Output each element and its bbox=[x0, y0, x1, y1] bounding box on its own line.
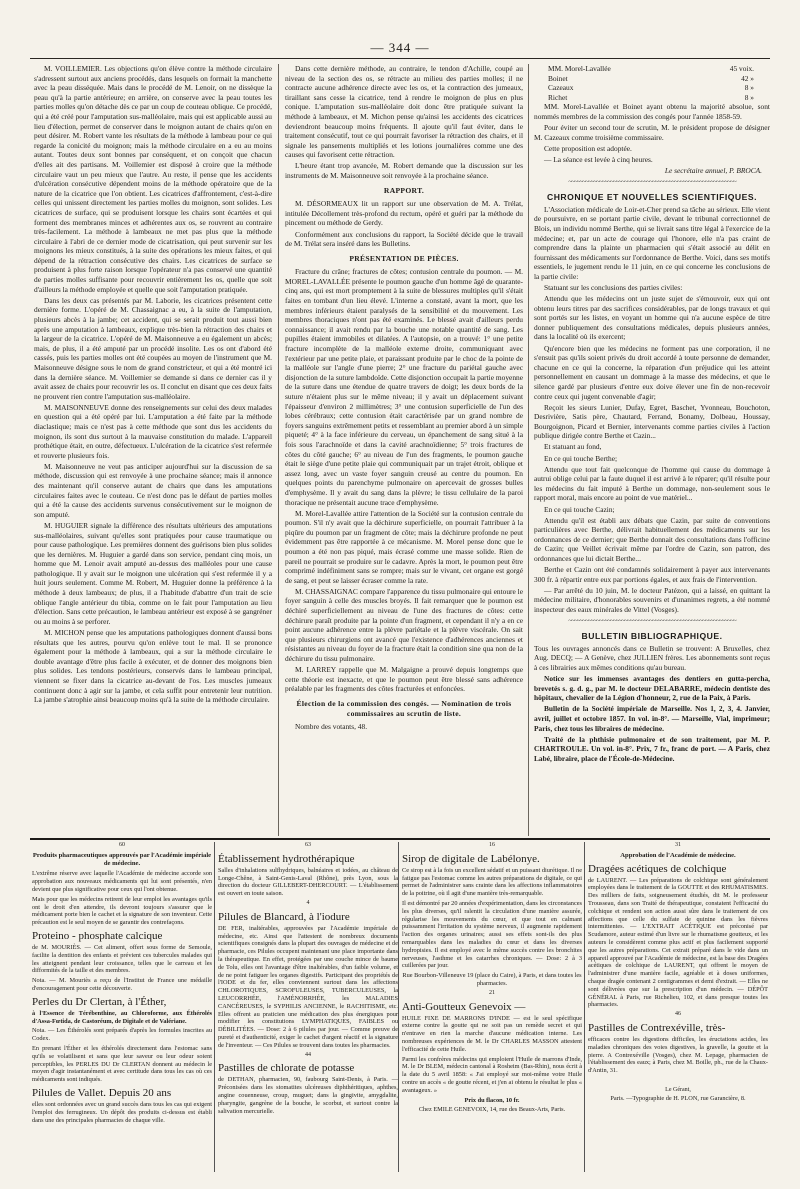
ads-rule bbox=[30, 838, 770, 840]
paragraph-chassaignac: M. CHASSAIGNAC compare l'apparence du tissu pulmonaire qui entoure le foyer sanguin à celle des muscles broyés. Il fait remarquer que le poumon est déchiré superficiellement au niveau de l'une des fractures de côtes: cette déchirure paraît produite par la pointe d'un fragment, et cependant il n'y a en ce point aucune adhérence entre la plèvre pariétale et la plèvre viscérale. On sait que plusieurs chirurgiens ont avancé que l'existence d'adhérences anciennes et résistantes au niveau du foyer de la fracture était la condition sine qua non de la déchirure du tissu pulmonaire. bbox=[285, 586, 523, 664]
ad-number: 44 bbox=[305, 1051, 311, 1058]
heading-presentation: PRÉSENTATION DE PIÈCES. bbox=[349, 253, 459, 263]
ad-subheading: Approbation de l'Académie de médecine. bbox=[620, 851, 736, 859]
chronique-paragraph: Attendu qu'il est établi aux débats que Cazin, par suite de conventions particulières avec Berthe, délivrait habituellement des médicaments sur les ordonnances de ce dernier; que Berthe donnait des consultations dans l'officine de Cazin; que Veillet écrivait même par l'ordre de Cazin, son patron, des ordonnances que lui dictait Berthe... bbox=[534, 515, 770, 563]
vote-row: MM. Morel-Lavallée 45 voix. bbox=[548, 64, 754, 73]
ad-text: de LAURENT. — Les préparations de colchique sont généralement employées dans le traitement de la GOUTTE et des RHUMATISMES. Des milliers de faits, soigneusement étudiés, dit M. le professeur Trousseau, dans son Traité de thérapeutique, constatent l'efficacité du colchique et rendent son action aussi sûre dans le traitement de ces affections que celle du sulfate de quinine dans les fièvres intermittentes. — L'EXTRAIT ACÉTIQUE est préconisé par Scudamore, auteur estimé d'un livre sur le rhumatisme goutteux, et les auteurs le considèrent comme plus actif et plus facilement supporté que les autres préparations. Cet extrait préparé dans le vide dans un appareil approuvé par l'Académie de médecine, est la base des Dragées acétiques de colchique de LAURENT, qui offrent le moyen de l'administrer d'une manière facile, agréable et à doses uniformes, chaque dragée contenant 2 centigrammes et demi d'extrait. — Elles ne sont délivrées que sur la prescription d'un médecin. — DÉPÔT GÉNÉRAL à Paris, rue Richelieu, 102, et dans presque toutes les pharmacies. bbox=[588, 876, 768, 1009]
ad-title-dethan: Pastilles de chlorate de potasse bbox=[218, 1062, 355, 1075]
ad-divider bbox=[214, 842, 215, 1172]
chronique-paragraph: Statuant sur les conclusions des parties civiles: bbox=[544, 282, 683, 292]
paragraph-morel: M. Morel-Lavallée attire l'attention de la Société sur la contusion centrale du poumon. S'il n'y avait que la déchirure superficielle, on pourrait l'attribuer à la piqûre du poumon par un fragment de côte; mais la déchirure profonde ne peut évidemment pas être rapportée à ce mécanisme. M. Morel pense donc que le poumon a été non pas piqué, mais écrasé comme une masse solide. Rien de pareil ne pourrait se produire sur le cadavre. Après la mort, le poumon peut être comprimé indéfiniment sans se rompre; mais sur le vivant, cet organe est gorgé de sang, et peut se laisser écraser comme la rate. bbox=[285, 508, 523, 585]
chronique-paragraph: En ce qui touche Cazin; bbox=[544, 504, 615, 514]
paragraph-huguier: M. HUGUIER signale la différence des résultats ultérieurs des amputations sus-malléolaires, suivant qu'elles sont pratiquées pour cause traumatique ou pour cause pathologique. Les premières donnent des guérisons bien plus solides que les dernières. M. Huguier a gardé dans son service, pendant cinq mois, un homme que M. Lenoir avait amputé au-dessus des malléoles pour une cause pathologique. Il y avait sur le moignon une ulcération qui s'est refermée il y a huit jours seulement. Comme M. Robert, M. Huguier donne la préférence à la méthode à deux lambeaux; de plus, il a l'habitude d'abattre d'un trait de scie oblique l'angle antérieur du tibia, comme on le fait pour l'amputation au lieu d'élection. Sans cette précaution, le lambeau antérieur est exposé à se gangréner ou au moins à se perforer. bbox=[34, 520, 272, 626]
ad-title-vallet: Pilules de Vallet. Depuis 20 ans bbox=[32, 1086, 172, 1099]
ornament-divider: ~~~~~~~~~~~~~~~~~~~~~~~~~~~~~~~~~~~~~~~~~~~~~~~~~~~~~~~~~~~~ bbox=[568, 177, 736, 186]
ad-number: 63 bbox=[305, 842, 311, 848]
ad-price: Prix du flacon, 10 fr. bbox=[464, 1096, 520, 1104]
heading-chronique: CHRONIQUE ET NOUVELLES SCIENTIFIQUES. bbox=[547, 192, 757, 203]
ad-text: Ce sirop est à la fois un excellent sédatif et un puissant diurétique. Il ne fatigue pas l'estomac comme les autres préparations de digitale, ce qui permet de l'administrer sans crainte dans les affections inflammatoires de la poitrine, où il agit d'une manière très-remarquable. bbox=[402, 866, 582, 898]
chronique-paragraph: Qu'encore bien que les médecins ne forment pas une corporation, il ne s'ensuit pas qu'ils soient privés du droit accordé à toute personne de demander, chacune en ce qui la concerne, la réparation d'un préjudice qui les atteint personnellement en causant un dommage à la masse des médecins, et que le silence gardé par plusieurs d'entre eux doive élever une fin de non-recevoir contre ceux qui jugent convenable d'agir; bbox=[534, 343, 770, 401]
column-divider bbox=[528, 64, 529, 836]
chronique-paragraph: En ce qui touche Berthe; bbox=[544, 453, 618, 463]
heading-election: Élection de la commission des congés. — Nomination de trois commissaires au scrutin de liste. bbox=[296, 698, 512, 718]
column-3 bbox=[534, 64, 770, 836]
paragraph-votants: Nombre des votants, 48. bbox=[295, 722, 368, 732]
bulletin-entry: Traité de la phthisie pulmonaire et de son traitement, par M. P. CHARTROULE. Un vol. in-8°. Prix, 7 fr., franc de port. — A Paris, chez Labé, libraire, place de l'École-de-Médecine. bbox=[534, 734, 770, 763]
heading-rapport: RAPPORT. bbox=[383, 185, 425, 195]
ad-number: 16 bbox=[489, 842, 495, 848]
ad-subheading: Produits pharmaceutiques approuvés par l'Académie impériale de médecine. bbox=[32, 851, 212, 867]
ad-column-1 bbox=[32, 842, 212, 1172]
ad-text: L'extrême réserve avec laquelle l'Académie de médecine accorde son approbation aux nouveaux médicaments qui lui sont présentés, n'en devient que plus significative pour ceux qui l'ont obtenue. bbox=[32, 870, 212, 893]
ornament-divider: ~~~~~~~~~~~~~~~~~~~~~~~~~~~~~~~~~~~~~~~~~~~~~~~~~~~~~~~~~~~~ bbox=[568, 616, 736, 625]
chronique-paragraph: Reçoit les sieurs Lunier, Dufay, Egret, Baschet, Yvonneau, Bouchoton, Desrivière, Satis père, Chautard, Ferrand, Bonamy, Dolbeau, Houssay, Bourgoignon, Picard et Bernier, intervenants comme parties civiles à l'action publique dirigée contre Berthe et Cazin... bbox=[534, 402, 770, 441]
paragraph-robert: L'heure étant trop avancée, M. Robert demande que la discussion sur les instruments de M. Maisonneuve soit renvoyée à la prochaine séance. bbox=[285, 161, 523, 181]
paragraph-voillemier: M. VOILLEMIER. Les objections qu'on élève contre la méthode circulaire s'adressent surtout aux anciens procédés, dans lesquels on formait la manchette avec la peau disséquée. Mais dans le procédé de M. Lenoir, on ne dissèque la peau qu'à la partie antérieure; en arrière, on conserve avec la peau toutes les parties molles qu'on détache dès ce par un coup de couteau oblique. Ce procédé, qui a été créé pour l'amputation sus-malléolaire, mais qui est applicable aussi au lieu d'élection, permet de conserver dans le moignon autant de chairs qu'on en peut désirer. M. Robert vante les résultats de la méthode à lambeau pour ce qui regarde la conicité du moignon; mais la méthode circulaire en a eu au moins autant. Toutes deux sont bonnes par conséquent, et on conçoit que chacun d'elles ait des partisans. M. Voillemier est disposé à croire que la méthode circulaire vaut un peu mieux que l'autre. Au reste, il pense que les accidents d'ulcération consécutive dépendent moins de la méthode opératoire que de la nature de la cicatrice que l'on obtient. Les cicatrices d'affrontement, c'est-à-dire celles qui unissent directement les parties molles du moignon, sont solides. Les cicatrices de surface, qui se produisent lorsque les chairs sont écartées et qui forment des membranes minces et adhérentes aux os, se rouvrent au contraire très-facilement. La méthode à lambeaux ne met pas plus que la méthode circulaire à l'abri de ce dernier mode de cicatrisation, qui peut survenir sur les moignons les mieux constitués, à la suite des opérations les mieux faites, et qui dépend de la rétraction consécutive des chairs. Les cicatrices de surface se produisent à plus forte raison lorsque l'opérateur n'a pas conservé une quantité de parties molles suffisante pour recouvrir entièrement les os, quelle que soit d'ailleurs la méthode employée et quelle que soit l'amputation pratiquée. bbox=[34, 64, 272, 294]
ad-text: efficaces contre les digestions difficiles, les éructations acides, les maladies chroniques des voies digestives, la gravelle, la goutte et la pierre. A Contrexéville (Vosges), chez M. Lepage, pharmacien de l'établissement des eaux; à Paris, chez M. Boille, ph., rue de la Chaux-d'Antin, 31. bbox=[588, 1035, 768, 1075]
imprint-line: Paris. —Typographie de H. PLON, rue Garancière, 8. bbox=[610, 1094, 746, 1102]
paragraph-adoptee: Cette proposition est adoptée. bbox=[544, 143, 632, 153]
paragraph-larrey: M. LARREY rappelle que M. Malgaigne a prouvé depuis longtemps que cette théorie est inexacte, et que le poumon peut être blessé sans adhérence préalable par les fragments des côtes fracturées et enfoncées. bbox=[285, 665, 523, 694]
chronique-paragraph: Attendu que tout fait quelconque de l'homme qui cause du dommage à autrui oblige celui par la faute duquel il est arrivé à le réparer; qu'il résulte pour les médecins du fait imputé à Berthe un dommage, non-seulement sous le rapport moral, mais encore au point de vue matériel... bbox=[534, 464, 770, 503]
ad-address: Rue Bourbon-Villeneuve 19 (place du Caire), à Paris, et dans toutes les pharmacies. bbox=[402, 972, 582, 987]
bulletin-intro: Tous les ouvrages annoncés dans ce Bulletin se trouvent: A Bruxelles, chez Aug. DECQ; — A Genève, chez JULLIEN frères. Les abonnements sont reçus à ces librairies aux mêmes conditions qu'au bureau. bbox=[534, 643, 770, 672]
paragraph-majorite: MM. Morel-Lavallée et Boinet ayant obtenu la majorité absolue, sont nommés membres de la commission des congés pour l'année 1858-59. bbox=[534, 102, 770, 121]
ad-number: 60 bbox=[119, 842, 125, 848]
ad-number: 31 bbox=[675, 842, 681, 848]
chronique-paragraph: Berthe et Cazin ont été condamnés solidairement à payer aux intervenants 300 fr. à répartir entre eux par portions égales, et aux frais de l'intervention. bbox=[534, 565, 770, 584]
ad-title-genevoix: Anti-Goutteux Genevoix — bbox=[402, 1000, 526, 1013]
ad-text: DE FER, inaltérables, approuvées par l'Académie impériale de médecine, etc. Ainsi que l'attestent de nombreux documents scientifiques consignés dans la plupart des ouvrages de médecine et de pharmacie, ces Pilules occupent maintenant une place importante dans la thérapeutique. En effet, protégées par une couche mince de baume de Tolu, elles ont l'avantage d'être inaltérables, d'un faible volume, et de ne point fatiguer les organes digestifs. Participant des propriétés de l'IODE et du fer, elles conviennent surtout dans les affections CHLOROTIQUES, SCROFULEUSES, TUBERCULEUSES, la LEUCORRHÉE, l'AMÉNORRHÉE, les MALADIES CANCÉREUSES, le SYPHILIS ANCIENNE, le RACHITISME, etc. Elles offrent au praticien une médication des plus énergiques pour modifier les constitutions LYMPHATIQUES, FAIBLES ou DÉBILITÉES. — Dose: 2 à 6 pilules par jour. — Comme preuve de pureté et d'authenticité, exiger le cachet d'argent réactif et la signature de l'inventeur. — Ces Pilules se trouvent dans toutes les pharmacies. bbox=[218, 924, 398, 1049]
gerant-label: Le Gérant, bbox=[665, 1086, 691, 1093]
bulletin-entry: Bulletin de la Société impériale de Marseille. Nos 1, 2, 3, 4. Janvier, avril, juillet et octobre 1857. In vol. in-8°. — Marseille, Vial, imprimeur; Paris, chez tous les libraires de médecine. bbox=[534, 704, 770, 733]
ad-title-blancard: Pilules de Blancard, à l'iodure bbox=[218, 910, 350, 923]
paragraph-michon-cont: Dans cette dernière méthode, au contraire, le tendon d'Achille, coupé au niveau de la section des os, se rétracte au milieu des parties molles; il ne contracte aucune adhérence directe avec les os, et la contraction des jumeaux, tiraillant sans cesse la cicatrice, tend à rendre le moignon de plus en plus conique. L'amputation sus-malléolaire doit donc être pratiquée suivant la méthode à lambeaux, et M. Michon pense qu'ainsi les accidents des cicatrices deviendront beaucoup moins fréquents. Il ajoute qu'il faut éviter, dans le traitement consécutif, tout ce qui pourrait favoriser la rétraction des chairs, et il signale les pansements multipliés et les lotions journalières comme une des causes qui favorisent cette rétraction. bbox=[285, 64, 523, 160]
ad-text: de M. MOURIÈS. — Cet aliment, offert sous forme de Semoule, facilite la dentition des enfants et prévient ces tubercules malades qui les atteignent pendant leur croissance, telles que le carreau et les difformités de la taille et des membres. bbox=[32, 943, 212, 975]
ad-number: 21 bbox=[489, 989, 495, 996]
ad-text: En prenant l'Éther et les éthérolés directement dans l'estomac sans qu'ils se volatilisent et sans que leur saveur ou leur odeur soient perceptibles, les PERLES DU Dr CLERTAN donnent au médecin le moyen d'agir instantanément et avec certitude dans tous les cas où ces médicaments sont indiqués. bbox=[32, 1044, 212, 1084]
ad-column-4 bbox=[588, 842, 768, 1172]
heading-bulletin: BULLETIN BIBLIOGRAPHIQUE. bbox=[581, 631, 723, 642]
ad-column-2 bbox=[218, 842, 398, 1172]
column-1 bbox=[34, 64, 272, 836]
ad-text: Salles d'inhalations sulfhydriques, balnéaires et iodées, au château de Longe-Chêne, à Saint-Genis-Laval (Rhône), près Lyon, sous la direction du docteur GILLEBERT-DHERCOURT. — L'établissement est ouvert en toute saison. bbox=[218, 866, 398, 898]
ad-text: Il est démontré par 20 années d'expérimentation, dans les circonstances les plus diverses, qu'il ralentit la circulation d'une manière assurée, régularise les mouvements du cœur, et que tout en calmant puissamment l'irritation du système nerveux, il augmente rapidement l'action des organes urinaires; aussi ses effets sont-ils des plus remarquables dans les maladies du cœur et dans les diverses hydropisies. Il est employé avec le même succès contre les bronchites nerveuses, l'asthme et les catarrhes chroniques. — Dose: 2 à 3 cuillerées par jour. bbox=[402, 899, 582, 970]
ad-title-laurent: Dragées acétiques de colchique bbox=[588, 862, 727, 875]
ad-title-labelonye: Sirop de digitale de Labélonye. bbox=[402, 852, 540, 865]
vote-row: Cazeaux 8 » bbox=[548, 83, 754, 93]
ad-title-hydrotherapie: Établissement hydrothérapique bbox=[218, 852, 355, 865]
ad-address: Chez EMILE GENEVOIX, 14, rue des Beaux-Arts, Paris. bbox=[418, 1106, 566, 1114]
ad-title-contrexeville: Pastilles de Contrexéville, très- bbox=[588, 1021, 726, 1034]
paragraph-conclusions: Conformément aux conclusions du rapport, la Société décide que le travail de M. Trélat sera inséré dans les Bulletins. bbox=[285, 229, 523, 249]
column-2 bbox=[285, 64, 523, 836]
chronique-paragraph: L'Association médicale de Loir-et-Cher prend sa tâche au sérieux. Elle vient de poursuivre, en se portant partie civile, devant le tribunal correctionnel de Blois, un individu nommé Berthe, qui se livrait sans titre légal à l'exercice de la médecine; et, par un acte de courage qui l'honore, elle n'a pas craint de comprendre dans la plainte un pharmacien qui s'était associé au délit en fournissant des médicaments sur l'ordonnance de Berthe. Voici, dans ses motifs essentiels, le jugement rendu le 11 juin, en ce qui concerne les conclusions de la partie civile: bbox=[534, 204, 770, 281]
ad-text: elles sont ordonnées avec un grand succès dans tous les cas qui exigent l'emploi des ferrugineux. Un dépôt des produits ci-dessus est établi dans une des principales pharmacies de chaque ville. bbox=[32, 1100, 212, 1124]
paragraph-maisonneuve-2: M. Maisonneuve ne veut pas anticiper aujourd'hui sur la discussion de sa méthode, discussion qui est renvoyée à une prochaine séance; mais il annonce des maintenant qu'il conserve autant de chairs que dans les amputations circulaires faites avec le couteau. Ce n'est donc pas le défaut de parties molles qui a été la cause des accidents survenus consécutivement sur le moignon de son amputé. bbox=[34, 461, 272, 519]
chronique-paragraph: — Par arrêté du 10 juin, M. le docteur Patézon, qui a laissé, en quittant la médecine militaire, d'honorables souvenirs et d'unanimes regrets, a été nommé inspecteur des eaux minérales de Vittel (Vosges). bbox=[534, 585, 770, 614]
top-rule bbox=[30, 58, 770, 59]
page-number: — 344 — bbox=[370, 40, 430, 55]
ad-text: de DETHAN, pharmacien, 90, faubourg Saint-Denis, à Paris. — Préconisées dans les stomatites ulcéreuses diphthéritiques, aphthes, angine couenneuse, croup, muguet; dans la gingivite, amygdalite, pharyngite, gangrène de la bouche, le scorbut, et surtout contre la salivation mercurielle. bbox=[218, 1076, 398, 1115]
chronique-paragraph: Attendu que les médecins ont un juste sujet de s'émouvoir, eux qui ont obtenu leurs titres par des sacrifices considérables, par de longs travaux et qui sont portés sur les listes, en voyant un homme qui n'a aucune espèce de titre donner publiquement des consultations médicales, depuis plusieurs années, dans la localité où ils exercent; bbox=[534, 294, 770, 342]
ad-column-3 bbox=[402, 842, 582, 1172]
paragraph-laborie-cases: Dans les deux cas présentés par M. Laborie, les cicatrices présentent cette dernière forme. L'opéré de M. Chassaignac a eu, à la suite de l'amputation, plusieurs abcès à la jambe; cet accident, qui se serait produit tout aussi bien après une amputation à lambeaux, explique très-bien la rétraction des chairs et la largeur de la cicatrice. L'opéré de M. Maisonneuve a eu également un abcès; mais, de plus, il a été amputé par un procédé insolite. Les os ont d'abord été cassés, puis les parties molles ont été coupées au moyen de l'instrument que M. Maisonneuve désigne sous le nom de grand constricteur, et qui a été montré ici dans la dernière séance. M. Voillemier se demande si dans ce dernier cas il y avait assez de chairs pour recouvrir les os. Il conclut en disant que ces deux faits ne prouvent rien contre l'amputation sus-malléolaire. bbox=[34, 295, 272, 401]
paragraph-desormeaux: M. DÉSORMEAUX lit un rapport sur une observation de M. A. Trélat, intitulée Décollement très-profond du rectum, opéré et guéri par la méthode du pincement ou méthode de Gerdy. bbox=[285, 199, 523, 228]
ad-text: HUILE FIXE DE MARRONS D'INDE — est le seul spécifique externe contre la goutte qui ne soit pas un remède secret et qui n'entrave en rien la marche d'aucune médication interne. Les nombreuses expériences de M. le Dr CHARLES MASSON attestent l'efficacité de cette Huile. bbox=[402, 1014, 582, 1053]
ad-title-perles: Perles du Dr Clertan, à l'Éther, bbox=[32, 995, 167, 1008]
column-divider bbox=[278, 64, 279, 836]
ad-number: 4 bbox=[306, 899, 310, 906]
paragraph-maisonneuve: M. MAISONNEUVE donne des renseignements sur celui des deux malades en question qui a été opéré par lui. L'amputation a été faite par la méthode diaclastique; mais ce n'est pas à cette méthode que sont dus les accidents du moignon, ils sont dus surtout à la mauvaise constitution du malade. L'appareil prothétique était, en outre, défectueux. L'ulcération de la cicatrice s'est refermée et rouverte plusieurs fois. bbox=[34, 402, 272, 460]
ad-divider bbox=[584, 842, 585, 1172]
ad-number: 46 bbox=[675, 1011, 681, 1018]
vote-row: Boinet 42 » bbox=[548, 73, 754, 83]
vote-row: Richet 8 » bbox=[548, 92, 754, 102]
bulletin-entry: Notice sur les immenses avantages des dentiers en gutta-percha, brevetés s. g. d. g., par M. le docteur DELABARRE, médecin dentiste des hôpitaux, chevalier de la Légion d'honneur, 2, rue de la Paix, à Paris. bbox=[534, 674, 770, 703]
ad-text: Nota. — Les Éthérolés sont préparés d'après les formules inscrites au Codex. bbox=[32, 1027, 212, 1043]
secretary-signature: Le secrétaire annuel, P. BROCA. bbox=[664, 165, 762, 175]
ad-text: à l'Essence de Térébenthine, au Chloroforme, aux Éthérolés d'Assa-Fœtida, de Castoréum, de Digitale et de Valériane. bbox=[32, 1009, 212, 1025]
ad-text: Parmi les confrères médecins qui emploient l'Huile de marrons d'Inde, M. le Dr BLEM, médecin cantonal à Rosheim (Bas-Rhin), nous écrit à la date du 5 avril 1858: « J'ai employé sur moi-même votre Huile contre un accès « de goutte récent, et j'en ai obtenu le résultat le plus « avantageux. » bbox=[402, 1055, 582, 1094]
chronique-paragraph: Et statuant au fond, bbox=[544, 442, 602, 452]
paragraph-michon: M. MICHON pense que les amputations pathologiques donnent d'aussi bons résultats que les autres, pourvu qu'on enlève tout le mal. Il se prononce également pour la méthode à lambeaux, qui a sur la méthode circulaire le double avantage d'être plus facile à exécuter, et de donner des moignons bien plus solides. Les tendons postérieurs, conservés dans le lambeau principal, viennent se fixer dans la cicatrice au-devant de l'os. Les muscles jumeaux continuent donc à agir sur la jambe, et cela suffit pour entretenir leur nutrition. La jambe s'atrophie ainsi beaucoup moins qu'à la suite de la méthode circulaire. bbox=[34, 627, 272, 705]
ad-text: Nota. — M. Mouriès a reçu de l'Institut de France une médaille d'encouragement pour cette découverte. bbox=[32, 977, 212, 992]
ad-text: Mais pour que les médecins retirent de leur emploi les avantages qu'ils ont le droit d'en attendre, ils devront toujours s'assurer que le médicament porte bien le cachet et la signature de son inventeur. Cette précaution est le seul moyen de se garantir des contrefaçons. bbox=[32, 895, 212, 927]
paragraph-second-tour: Pour éviter un second tour de scrutin, M. le président propose de désigner M. Cazeaux comme troisième commissaire. bbox=[534, 123, 770, 142]
paragraph-fracture: Fracture du crâne; fractures de côtes; contusion centrale du poumon. — M. MOREL-LAVALLÉE présente le poumon gauche d'un homme âgé de quarante-cinq ans, qui est mort promptement à la suite de blessures multiples qu'il s'était faites en tombant d'un lieu élevé. L'interne a constaté, avant la mort, que les membres inférieurs étaient paralysés de la sensibilité et du mouvement. Les membres thoraciques n'ont pas été examinés. Le blessé avait d'ailleurs perdu connaissance; il avait rendu par la bouche une notable quantité de sang. Les pupilles étaient immobiles et dilatées. A l'autopsie, on a trouvé: 1° une petite fracture incomplète de la malléole externe droite, communiquant avec l'extérieur par une petite plaie, et paraissant produite par le choc de la pointe de la malléole sur l'angle d'une pierre; 2° une fracture du pariétal gauche avec disjonction de la suture lambdoïde. Cette disjonction occupait la partie moyenne de la suture dans une étendue de quatre travers de doigt; les deux bords de la suture n'étaient plus sur le même niveau; il y avait un déplacement suivant l'épaisseur d'environ 2 millimètres; 3° une contusion superficielle de l'un des lobes cérébraux; cette contusion était caractérisée par un grand nombre de foyers sanguins extrêmement petits et ressemblant au premier abord à un simple piqueté; 4° à la face inférieure du cerveau, un épanchement de sang situé à la fois sous l'arachnoïde et dans la cavité arachnoïdienne; 5° trois fractures de côtes du côté gauche; 6° au niveau de l'un des fragments, le poumon gauche était le siège d'une petite plaie qui communiquait par un trajet étroit, oblique et assez long, avec un vaste foyer sanguin creusé au centre du poumon. En quelques points du parenchyme pulmonaire on apercevait de grosses bulles d'emphysème. Il y avait du sang dans la plèvre; le tissu cellulaire de la paroi thoracique ne présentait aucune trace d'emphysème. bbox=[285, 267, 523, 507]
paragraph-levee: — La séance est levée à cinq heures. bbox=[544, 154, 653, 164]
ad-title-proteino: Proteino - phosphate calcique bbox=[32, 929, 163, 942]
ad-divider bbox=[398, 842, 399, 1172]
